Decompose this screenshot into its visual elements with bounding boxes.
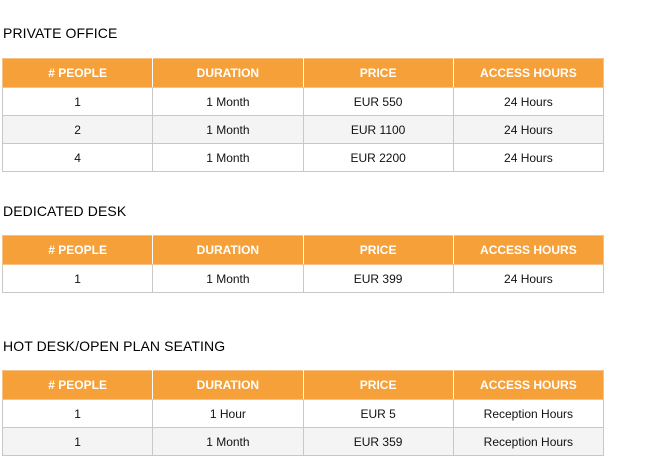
- cell-people: 1: [3, 265, 153, 293]
- table-header-row: [3, 371, 604, 400]
- cell-access-hours: 24 Hours: [453, 144, 603, 172]
- table-header-row: [3, 59, 604, 88]
- header-duration: DURATION: [153, 59, 303, 88]
- table-row: [3, 88, 604, 116]
- header-price: PRICE: [303, 371, 453, 400]
- cell-access-hours: Reception Hours: [453, 428, 603, 456]
- cell-access-hours: 24 Hours: [453, 265, 603, 293]
- cell-access-hours: 24 Hours: [453, 88, 603, 116]
- table-row: [3, 116, 604, 144]
- cell-people: 1: [3, 428, 153, 456]
- section-title-private-office: PRIVATE OFFICE: [3, 25, 118, 41]
- header-people: # PEOPLE: [3, 236, 153, 265]
- table-row: [3, 265, 604, 293]
- table-row: [3, 144, 604, 172]
- cell-duration: 1 Hour: [153, 400, 303, 428]
- table-row: [3, 428, 604, 456]
- header-duration: DURATION: [153, 371, 303, 400]
- header-duration: DURATION: [153, 236, 303, 265]
- cell-duration: 1 Month: [153, 144, 303, 172]
- cell-price: EUR 399: [303, 265, 453, 293]
- cell-duration: 1 Month: [153, 428, 303, 456]
- cell-duration: 1 Month: [153, 88, 303, 116]
- cell-people: 4: [3, 144, 153, 172]
- cell-price: EUR 550: [303, 88, 453, 116]
- private-office-table: [2, 58, 604, 172]
- section-title-hot-desk: HOT DESK/OPEN PLAN SEATING: [3, 338, 226, 354]
- cell-people: 1: [3, 88, 153, 116]
- header-access-hours: ACCESS HOURS: [453, 236, 603, 265]
- cell-price: EUR 2200: [303, 144, 453, 172]
- header-people: # PEOPLE: [3, 59, 153, 88]
- cell-access-hours: 24 Hours: [453, 116, 603, 144]
- cell-access-hours: Reception Hours: [453, 400, 603, 428]
- header-people: # PEOPLE: [3, 371, 153, 400]
- cell-people: 1: [3, 400, 153, 428]
- cell-price: EUR 359: [303, 428, 453, 456]
- header-access-hours: ACCESS HOURS: [453, 59, 603, 88]
- section-title-dedicated-desk: DEDICATED DESK: [3, 203, 127, 219]
- cell-people: 2: [3, 116, 153, 144]
- table-row: [3, 400, 604, 428]
- dedicated-desk-table: [2, 235, 604, 293]
- cell-duration: 1 Month: [153, 116, 303, 144]
- header-access-hours: ACCESS HOURS: [453, 371, 603, 400]
- table-header-row: [3, 236, 604, 265]
- cell-price: EUR 1100: [303, 116, 453, 144]
- header-price: PRICE: [303, 59, 453, 88]
- cell-duration: 1 Month: [153, 265, 303, 293]
- header-price: PRICE: [303, 236, 453, 265]
- hot-desk-table: [2, 370, 604, 456]
- cell-price: EUR 5: [303, 400, 453, 428]
